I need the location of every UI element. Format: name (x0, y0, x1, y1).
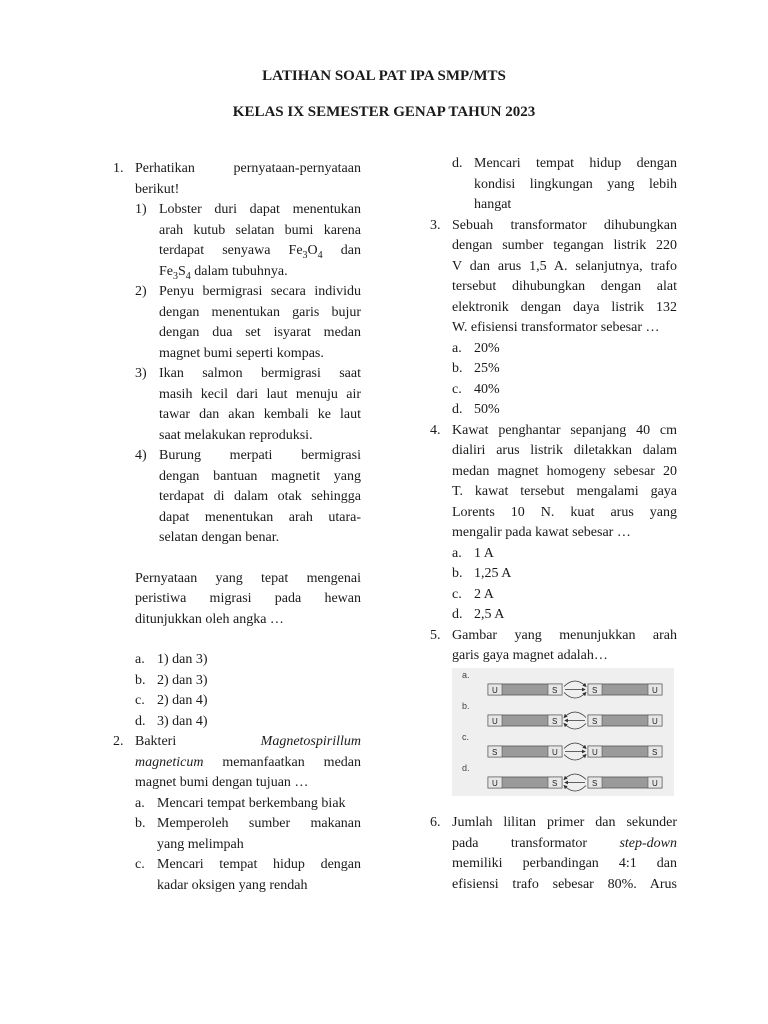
option-label: a. (452, 545, 462, 561)
field-line (564, 724, 586, 730)
field-line (564, 681, 586, 687)
statement-4 (135, 446, 361, 549)
question-stem-line: T. kawat tersebut mengalami gaya (452, 484, 677, 499)
pole-label: U (492, 717, 498, 726)
option-text: 2,5 A (474, 607, 505, 622)
question-stem-line (135, 732, 361, 753)
pole-label: S (552, 686, 558, 695)
statement-line: Lobster duri dapat menentukan (159, 202, 361, 217)
chem-formula-fe3s4: $Fe_3S_4$ (159, 263, 191, 282)
q1-options (113, 650, 361, 732)
answer-option[interactable] (135, 794, 361, 815)
left-column (113, 159, 361, 896)
option-text: Mencari tempat hidup dengan (474, 156, 677, 171)
statement-label: 2) (135, 284, 147, 299)
answer-option[interactable] (452, 359, 677, 380)
stem-text: transformator (510, 835, 588, 851)
answer-option[interactable] (452, 400, 677, 421)
question-stem-line: berikut! (135, 181, 180, 197)
page-title: LATIHAN SOAL PAT IPA SMP/MTS (262, 68, 506, 84)
option-label: b. (135, 672, 146, 688)
option-text: 1,25 A (474, 566, 512, 581)
figure-row-label: b. (462, 701, 470, 711)
question-2 (113, 732, 361, 794)
answer-option[interactable] (135, 691, 361, 712)
option-text: 1) dan 3) (157, 652, 208, 667)
pole-label: S (592, 779, 598, 788)
option-label: d. (452, 156, 463, 171)
question-number: 2. (113, 734, 124, 749)
pole-label: S (492, 748, 498, 757)
statement-line: arah kutub selatan bumi karena (159, 222, 361, 238)
question-stem-line: memiliki perbandingan 4:1 dan (452, 856, 677, 871)
statement-line: magnet bumi seperti kompas. (159, 345, 324, 361)
question-number: 6. (430, 815, 441, 830)
answer-option[interactable] (452, 339, 677, 360)
option-label: c. (135, 693, 145, 708)
option-label: b. (452, 361, 463, 376)
stem-italic: magneticum (135, 754, 204, 770)
figure-row-label: d. (462, 763, 470, 773)
answer-option[interactable] (135, 712, 361, 733)
question-number: 3. (430, 217, 441, 233)
question-number: 4. (430, 422, 441, 438)
magnet-row (462, 701, 662, 729)
field-line (564, 786, 586, 792)
statement-2 (135, 282, 361, 364)
question-stem-line: Jumlah lilitan primer dan sekunder (452, 815, 677, 830)
question-stem-line: Perhatikan pernyataan-pernyataan (135, 161, 361, 176)
magnet-field-figure (452, 668, 674, 796)
stem-text: Bakteri (135, 734, 177, 749)
option-label: d. (452, 402, 463, 417)
answer-option[interactable] (452, 585, 677, 606)
question-number: 5. (430, 627, 441, 643)
option-label: d. (135, 713, 146, 729)
option-label: a. (452, 340, 462, 356)
figure-row-label: a. (462, 670, 470, 680)
option-label: a. (135, 795, 145, 811)
question-5 (430, 626, 677, 667)
option-text: 40% (474, 381, 500, 397)
pole-label: S (592, 717, 598, 726)
pole-label: U (652, 779, 658, 788)
statement-label: 1) (135, 202, 147, 217)
answer-option[interactable] (452, 380, 677, 401)
option-label: c. (452, 586, 462, 602)
statement-label: 3) (135, 366, 147, 381)
magnet-row (462, 732, 662, 760)
field-line (564, 712, 586, 718)
statement-text: dalam tubuhnya. (190, 263, 288, 279)
option-text: Mencari tempat berkembang biak (157, 795, 346, 811)
stem-text: pada (452, 835, 479, 851)
option-text: 50% (474, 402, 500, 417)
question-stem-line (452, 834, 677, 855)
option-text: Memperoleh sumber makanan (157, 816, 361, 831)
answer-option[interactable] (452, 154, 677, 216)
option-text: 2) dan 4) (157, 693, 208, 708)
pole-label: U (592, 748, 598, 757)
option-text: kondisi lingkungan yang lebih (474, 176, 677, 192)
stem-italic: step-down (619, 835, 678, 851)
statement-chem-line (159, 241, 361, 262)
question-stem-line: Gambar yang menunjukkan arah (452, 627, 677, 643)
option-text: hangat (474, 197, 512, 212)
answer-option[interactable] (135, 814, 361, 855)
stem-text: memanfaatkan medan (203, 754, 361, 770)
option-text: yang melimpah (157, 836, 244, 852)
pole-label: S (552, 779, 558, 788)
pole-label: U (552, 748, 558, 757)
field-line (564, 743, 586, 749)
option-text: Mencari tempat hidup dengan (157, 857, 361, 872)
statement-line: dengan bantuan magnetit yang (159, 468, 361, 484)
figure-row-label: c. (462, 732, 470, 742)
statement-line: Penyu bermigrasi secara individu (159, 284, 361, 299)
statement-line: dengan dua set isyarat medan (159, 325, 361, 340)
question-number: 1. (113, 161, 124, 176)
statement-line: Ikan salmon bermigrasi saat (159, 366, 361, 381)
answer-option[interactable] (135, 671, 361, 692)
stem-italic: Magnetospirillum (260, 734, 361, 749)
page-subtitle: KELAS IX SEMESTER GENAP TAHUN 2023 (232, 104, 536, 120)
answer-option[interactable] (452, 605, 677, 626)
option-label: c. (135, 857, 145, 872)
statement-line: masih kecil dari laut menuju air (159, 386, 361, 402)
question-stem-line (135, 753, 361, 774)
magnet-row (462, 763, 662, 791)
answer-option[interactable] (135, 855, 361, 896)
statement-line: dapat menentukan arah utara- (159, 509, 361, 525)
option-text: 20% (474, 340, 500, 356)
question-stem-line: tersebut dihubungkan dengan alat (452, 279, 677, 294)
magnet-row (462, 670, 662, 698)
question-1 (113, 159, 361, 650)
question-stem-line: elektronik dengan daya listrik 132 (452, 299, 677, 315)
answer-option[interactable] (452, 544, 677, 565)
statement-line: tawar dan akan kembali ke laut (159, 407, 361, 422)
option-label: b. (452, 566, 463, 581)
option-label: a. (135, 652, 145, 667)
pole-label: S (652, 748, 658, 757)
question-stem-line: magnet bumi dengan tujuan … (135, 775, 309, 790)
option-text: 3) dan 4) (157, 713, 208, 729)
option-label: c. (452, 381, 462, 397)
option-text: 25% (474, 361, 500, 376)
statement-chem-line (159, 262, 361, 283)
question-stem-line: garis gaya magnet adalah… (452, 648, 608, 663)
option-text: kadar oksigen yang rendah (157, 877, 308, 893)
question-stem-line: W. efisiensi transformator sebesar … (452, 320, 660, 335)
statement-text: terdapat senyawa (159, 243, 289, 258)
pole-label: U (492, 779, 498, 788)
chem-formula-fe3o4: $Fe_3O_4$ (288, 243, 323, 261)
question-stem-line: dialiri arus listrik diletakkan dalam (452, 443, 677, 458)
pole-label: U (492, 686, 498, 695)
option-text: 2) dan 3) (157, 672, 208, 688)
question-stem-line: efisiensi trafo sebesar 80%. Arus (452, 876, 677, 892)
question-3 (430, 216, 677, 421)
statement-3 (135, 364, 361, 446)
pole-label: S (592, 686, 598, 695)
question-prompt-line: ditunjukkan oleh angka … (135, 611, 284, 627)
field-line (564, 774, 586, 780)
statement-1 (135, 200, 361, 282)
question-6 (430, 813, 677, 895)
option-text: 1 A (474, 545, 494, 561)
answer-option[interactable] (452, 564, 677, 585)
question-4 (430, 421, 677, 626)
question-stem-line: dengan sumber tegangan listrik 220 (452, 238, 677, 253)
field-line (564, 693, 586, 699)
question-prompt-line: Pernyataan yang tepat mengenai (135, 570, 361, 586)
field-line (564, 755, 586, 761)
statement-line: terdapat di dalam otak sehingga (159, 489, 361, 504)
question-stem-line: mengalir pada kawat sebesar … (452, 525, 631, 540)
question-stem-line: V dan arus 1,5 A. selanjutnya, trafo (452, 258, 677, 274)
statement-line: selatan dengan benar. (159, 530, 280, 545)
q2-options (113, 794, 361, 897)
question-stem-line: medan magnet homogeny sebesar 20 (452, 463, 677, 479)
question-stem-line: Sebuah transformator dihubungkan (452, 217, 677, 233)
statement-label: 4) (135, 448, 147, 463)
magnet-field-diagram (452, 668, 674, 796)
option-label: b. (135, 816, 146, 831)
pole-label: S (552, 717, 558, 726)
option-label: d. (452, 607, 463, 622)
question-stem-line: Kawat penghantar sepanjang 40 cm (452, 422, 677, 438)
statement-line: Burung merpati bermigrasi (159, 448, 361, 463)
statement-line: dengan menentukan garis bujur (159, 304, 361, 320)
question-prompt-line: peristiwa migrasi pada hewan (135, 591, 361, 606)
statement-text: dan (322, 243, 361, 258)
right-column (430, 154, 677, 667)
pole-label: U (652, 717, 658, 726)
question-stem-line: Lorents 10 N. kuat arus yang (452, 504, 677, 520)
q2-options-continued (430, 154, 677, 216)
option-text: 2 A (474, 586, 494, 602)
pole-label: U (652, 686, 658, 695)
statement-line: saat melakukan reproduksi. (159, 427, 313, 443)
answer-option[interactable] (135, 650, 361, 671)
